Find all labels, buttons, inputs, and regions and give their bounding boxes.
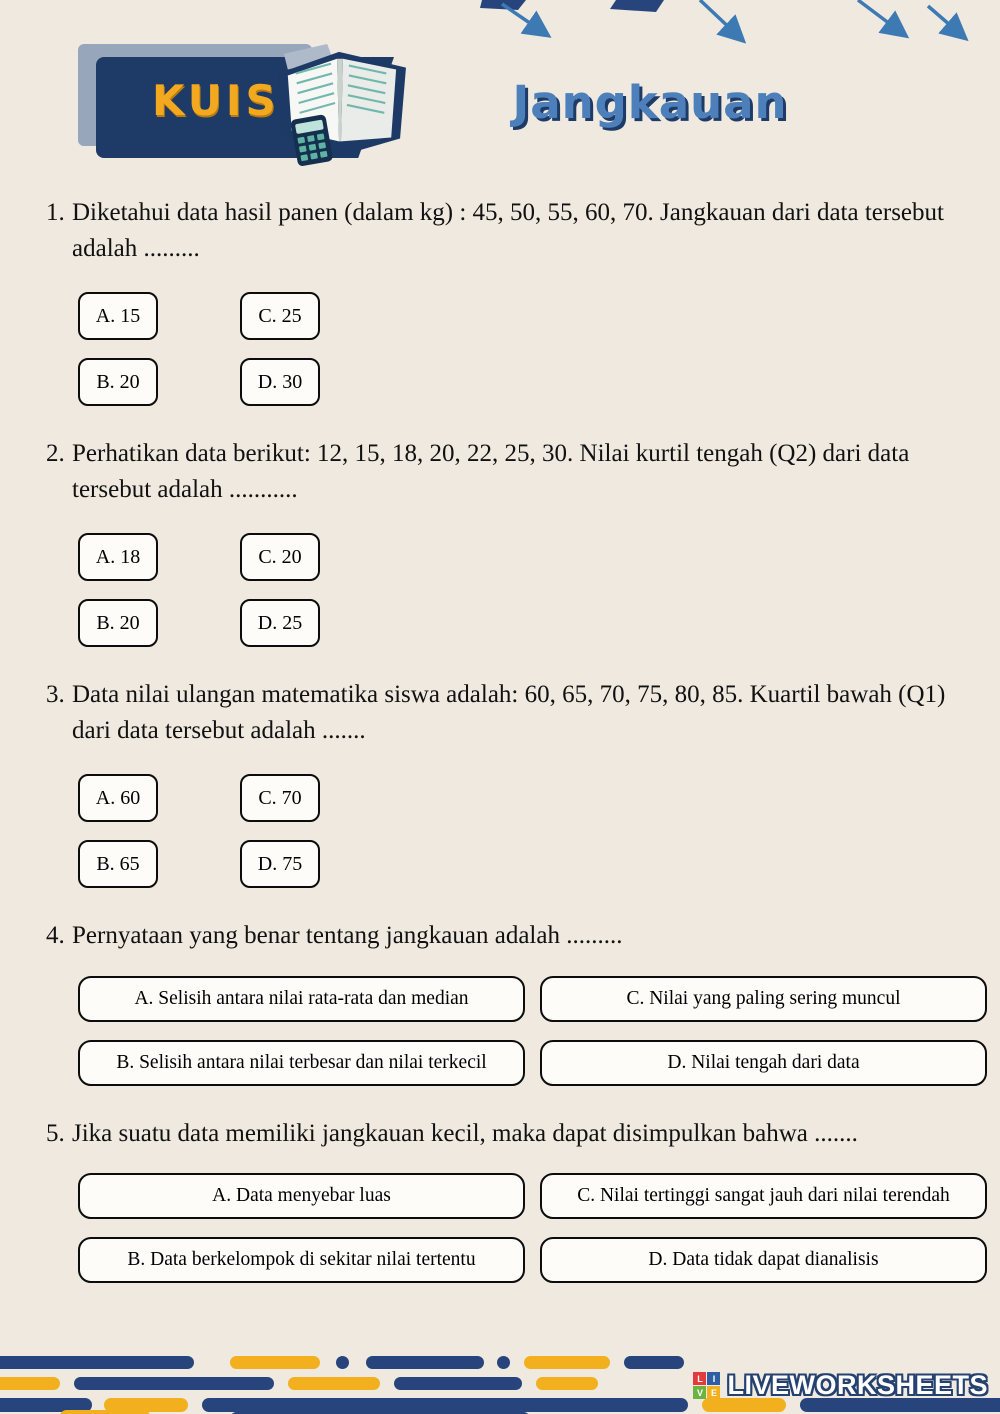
option-a[interactable]: A. Selisih antara nilai rata-rata dan median	[78, 976, 525, 1022]
question-text: Diketahui data hasil panen (dalam kg) : 45, 50, 55, 60, 70. Jangkauan dari data tersebut adalah .........	[72, 199, 944, 262]
arrow-icon	[502, 4, 540, 30]
question-text: Perhatikan data berikut: 12, 15, 18, 20, 22, 25, 30. Nilai kurtil tengah (Q2) dari data tersebut adalah ...........	[72, 440, 910, 503]
footer-bar	[524, 1356, 610, 1369]
option-c[interactable]: C. 70	[240, 774, 320, 822]
question-4	[0, 918, 1000, 1086]
question-number: 5.	[46, 1119, 65, 1147]
question-number: 4.	[46, 922, 65, 949]
liveworksheets-grid-icon	[693, 1372, 720, 1399]
option-c[interactable]: C. 20	[240, 533, 320, 581]
question-number: 3.	[46, 681, 65, 708]
option-c[interactable]: C. Nilai yang paling sering muncul	[540, 976, 987, 1022]
footer-bar	[202, 1398, 688, 1412]
footer-bar	[230, 1356, 320, 1369]
logo-letter: E	[707, 1386, 720, 1399]
question-number: 2.	[46, 440, 65, 467]
option-b[interactable]: B. Data berkelompok di sekitar nilai tertentu	[78, 1237, 525, 1283]
option-d[interactable]: D. Nilai tengah dari data	[540, 1040, 987, 1086]
option-b[interactable]: B. 20	[78, 599, 158, 647]
option-b[interactable]: B. 20	[78, 358, 158, 406]
question-text: Data nilai ulangan matematika siswa adalah: 60, 65, 70, 75, 80, 85. Kuartil bawah (Q1) dari data tersebut adalah .......	[72, 681, 946, 744]
book-calculator-icon	[266, 40, 414, 168]
quiz-content	[0, 195, 1000, 1313]
logo-letter: L	[693, 1372, 706, 1385]
arrow-icon	[700, 0, 736, 34]
footer-bar	[536, 1377, 598, 1390]
question-text: Pernyataan yang benar tentang jangkauan adalah .........	[72, 922, 623, 949]
option-d[interactable]: D. 25	[240, 599, 320, 647]
question-2	[0, 436, 1000, 647]
option-c[interactable]: C. Nilai tertinggi sangat jauh dari nilai terendah	[540, 1173, 987, 1219]
logo-letter: I	[707, 1372, 720, 1385]
footer-dot	[497, 1356, 510, 1369]
options-group	[78, 774, 1000, 888]
question-text: Jika suatu data memiliki jangkauan kecil, maka dapat disimpulkan bahwa .......	[72, 1119, 858, 1147]
footer-dot	[336, 1356, 349, 1369]
options-group	[78, 1173, 1000, 1283]
kuis-badge-label: KUIS	[152, 76, 280, 125]
question-number: 1.	[46, 199, 65, 226]
footer-bar	[0, 1377, 60, 1390]
footer-bar	[0, 1356, 194, 1369]
arrow-icon	[928, 6, 958, 32]
option-d[interactable]: D. 75	[240, 840, 320, 888]
footer-bar	[366, 1356, 484, 1369]
liveworksheets-wordmark: LIVEWORKSHEETS	[727, 1370, 988, 1400]
header	[0, 0, 1000, 185]
question-1	[0, 195, 1000, 406]
footer-bar	[74, 1377, 274, 1390]
footer-bar	[624, 1356, 684, 1369]
logo-letter: V	[693, 1386, 706, 1399]
options-group	[78, 533, 1000, 647]
option-d[interactable]: D. 30	[240, 358, 320, 406]
option-a[interactable]: A. Data menyebar luas	[78, 1173, 525, 1219]
option-a[interactable]: A. 18	[78, 533, 158, 581]
option-d[interactable]: D. Data tidak dapat dianalisis	[540, 1237, 987, 1283]
footer-bar	[288, 1377, 380, 1390]
liveworksheets-logo	[693, 1370, 988, 1401]
option-b[interactable]: B. Selisih antara nilai terbesar dan nilai terkecil	[78, 1040, 525, 1086]
option-a[interactable]: A. 15	[78, 292, 158, 340]
option-a[interactable]: A. 60	[78, 774, 158, 822]
option-c[interactable]: C. 25	[240, 292, 320, 340]
option-b[interactable]: B. 65	[78, 840, 158, 888]
options-group	[78, 292, 1000, 406]
question-3	[0, 677, 1000, 888]
arrow-icon	[858, 0, 898, 30]
options-group	[78, 976, 1000, 1086]
question-5	[0, 1116, 1000, 1284]
top-bar-fragment	[610, 0, 664, 12]
footer-bar	[60, 1410, 150, 1414]
top-arrows-decoration	[480, 0, 1000, 50]
footer-bar	[394, 1377, 522, 1390]
page-title: Jangkauan	[512, 76, 788, 129]
